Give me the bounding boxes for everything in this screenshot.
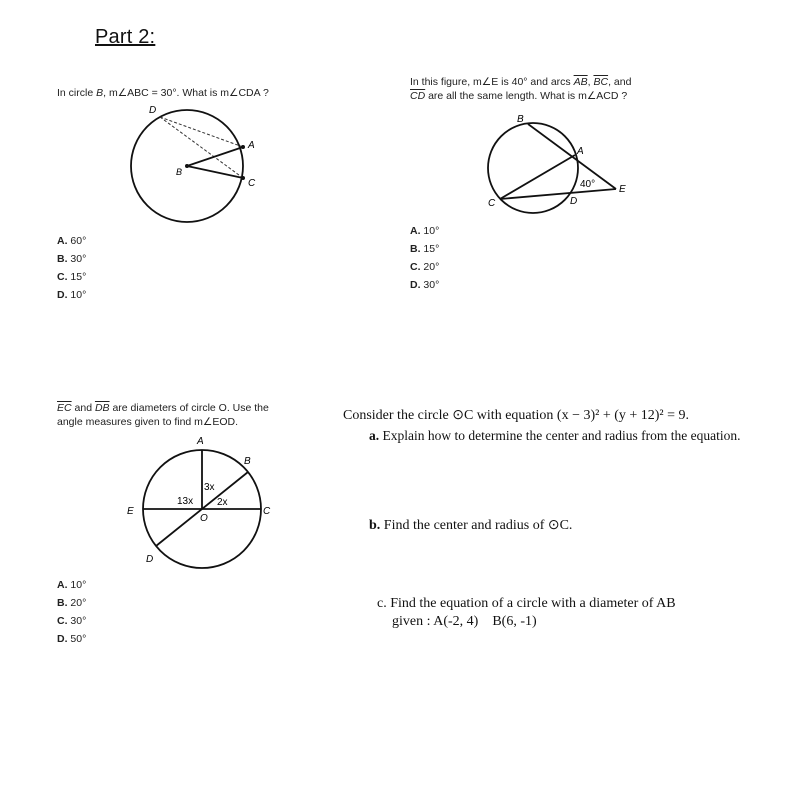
q3-seg-ec: $\overline{EC}$ <box>57 402 72 414</box>
q4-b-text: Find the center and radius of ⊙C. <box>380 518 573 533</box>
q3-label-b: B <box>244 456 251 467</box>
q3-label-c: C <box>263 506 271 517</box>
q2-choice-d[interactable] <box>410 276 439 294</box>
q4-part-c-line2: given : A(-2, 4) B(6, -1) <box>392 614 537 629</box>
choice-letter: C. <box>57 615 68 627</box>
q3-choice-b[interactable] <box>57 594 86 612</box>
q2-arc-ab: $\overline{AB}$ <box>573 76 588 88</box>
choice-letter: A. <box>57 235 68 247</box>
q1-point-a <box>241 145 245 149</box>
choice-letter: B. <box>410 243 421 255</box>
q2-prompt-line1 <box>410 75 770 89</box>
choice-text: 30° <box>70 253 87 265</box>
q2-circle-figure <box>480 110 640 220</box>
q1-label-b: B <box>176 167 183 177</box>
q1-prompt-rest: , m∠ABC = 30°. What is m∠CDA ? <box>103 87 269 99</box>
q3-label-2x: 2x <box>217 497 228 508</box>
choice-text: 20° <box>70 597 87 609</box>
q2-line1-prefix: In this figure, m∠E is 40° and arcs <box>410 76 574 88</box>
choice-letter: C. <box>57 271 68 283</box>
choice-text: 50° <box>70 633 87 645</box>
q4-part-a <box>369 426 809 445</box>
q4-intro: Consider the circle ⊙C with equation (x − 3)² + (y + 12)² = 9. <box>343 408 690 423</box>
q2-line1-suffix: , and <box>608 76 632 88</box>
q2-label-e: E <box>619 184 626 195</box>
q4-a-label: a. <box>369 428 380 443</box>
q3-prompt-line2: angle measures given to find m∠EOD. <box>57 416 238 428</box>
q4-part-c-line1: c. Find the equation of a circle with a diameter of AB <box>377 596 676 611</box>
q3-choice-c[interactable] <box>57 612 86 630</box>
q2-line2-suffix: are all the same length. What is m∠ACD ? <box>425 90 628 102</box>
q2-arc-cd: $\overline{CD}$ <box>410 90 426 102</box>
q2-arc-bc: $\overline{BC}$ <box>593 76 609 88</box>
q2-choices <box>410 222 439 294</box>
q3-choice-d[interactable] <box>57 630 86 648</box>
q2-sep: , <box>587 76 594 88</box>
q3-seg-db: $\overline{DB}$ <box>94 402 110 414</box>
q1-prompt-circle: B <box>96 87 104 99</box>
q2-chord-ca <box>500 155 575 199</box>
q2-choice-b[interactable] <box>410 240 439 258</box>
q1-center-point <box>185 164 189 168</box>
q2-prompt <box>410 75 770 103</box>
q3-label-13x: 13x <box>177 496 194 507</box>
choice-letter: B. <box>57 597 68 609</box>
q3-prompt <box>57 401 327 429</box>
q2-label-c: C <box>488 198 496 209</box>
q2-choice-c[interactable] <box>410 258 439 276</box>
q1-choice-b[interactable] <box>57 250 86 268</box>
q2-label-a: A <box>577 146 584 157</box>
q1-prompt <box>57 86 269 100</box>
choice-letter: A. <box>410 225 421 237</box>
q3-choices <box>57 576 86 648</box>
q2-choice-a[interactable] <box>410 222 439 240</box>
choice-text: 10° <box>70 289 87 301</box>
q4-a-text: Explain how to determine the center and radius from the equation. <box>379 428 741 443</box>
q3-prompt-line1 <box>57 401 327 415</box>
choice-text: 30° <box>423 279 440 291</box>
q3-label-a: A <box>197 436 204 447</box>
q1-choice-c[interactable] <box>57 268 86 286</box>
choice-letter: D. <box>57 289 68 301</box>
q3-label-3x: 3x <box>204 482 215 493</box>
q3-circle-figure <box>120 432 280 572</box>
q1-prompt-prefix: In circle <box>57 87 97 99</box>
q1-label-c: C <box>248 178 256 189</box>
choice-letter: D. <box>57 633 68 645</box>
choice-letter: C. <box>410 261 421 273</box>
q2-label-d: D <box>570 196 578 207</box>
choice-text: 15° <box>423 243 440 255</box>
q3-label-e: E <box>127 506 134 517</box>
q2-angle-label: 40° <box>580 179 596 190</box>
q2-label-b: B <box>517 114 524 125</box>
choice-text: 10° <box>70 579 87 591</box>
q1-choice-d[interactable] <box>57 286 86 304</box>
q1-point-c <box>241 176 245 180</box>
q1-label-d: D <box>149 105 157 116</box>
choice-letter: B. <box>57 253 68 265</box>
q1-circle-figure <box>120 100 280 230</box>
q3-choice-a[interactable] <box>57 576 86 594</box>
choice-text: 20° <box>423 261 440 273</box>
choice-letter: A. <box>57 579 68 591</box>
q4-b-label: b. <box>369 518 381 533</box>
choice-text: 15° <box>70 271 87 283</box>
q1-choice-a[interactable] <box>57 232 86 250</box>
q1-choices <box>57 232 86 304</box>
choice-letter: D. <box>410 279 421 291</box>
choice-text: 60° <box>70 235 87 247</box>
page-title: Part 2: <box>95 26 156 48</box>
q1-radius-ba <box>187 147 243 166</box>
q3-label-o: O <box>200 513 208 524</box>
q3-label-d: D <box>146 554 154 565</box>
q2-prompt-line2 <box>410 89 770 103</box>
q1-label-a: A <box>248 140 255 151</box>
choice-text: 30° <box>70 615 87 627</box>
choice-text: 10° <box>423 225 440 237</box>
q2-line-ce <box>500 189 616 199</box>
q4-part-b <box>369 516 572 535</box>
q3-line1-suffix: are diameters of circle O. Use the <box>109 402 269 414</box>
q3-and: and <box>71 402 95 414</box>
